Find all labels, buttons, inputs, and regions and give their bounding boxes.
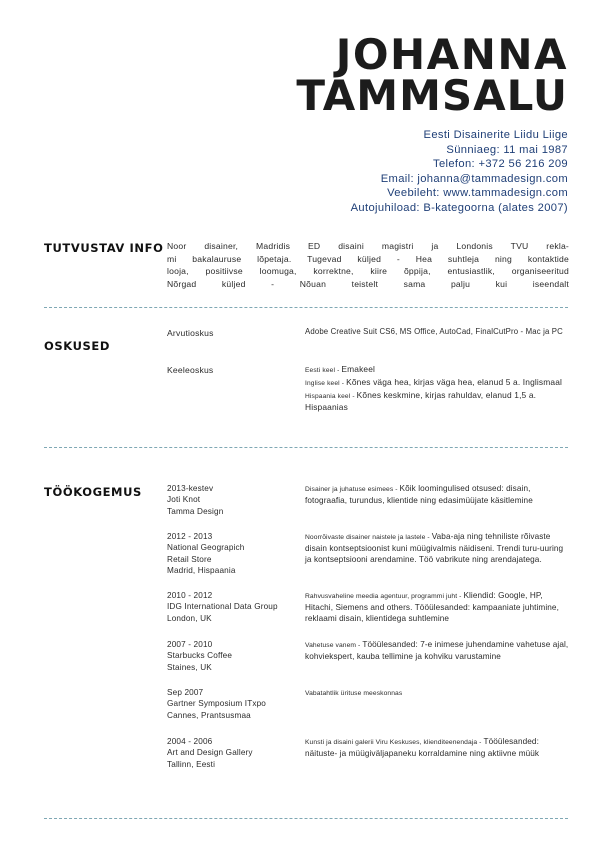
- language-spanish-value: Kõnes keskmine, kirjas rahuldav, elanud 1,5 a. Hispaanias: [305, 389, 537, 413]
- divider-after-intro: [44, 307, 568, 308]
- skill-value-computer: Adobe Creative Suit CS6, MS Office, AutoCad, FinalCutPro - Mac ja PC: [305, 327, 563, 336]
- job-role: Art and Design Gallery: [167, 748, 253, 758]
- job-description: [305, 590, 569, 625]
- job-detail: Kõik loomingulised otsused: disain, fotograafia, turundus, klientide ning edasimüüjate käsitlemine: [305, 484, 533, 506]
- job-dates: 2012 - 2013: [167, 532, 213, 541]
- skill-value-languages: [305, 364, 569, 414]
- contact-membership: Eesti Disainerite Liidu Liige: [423, 129, 568, 141]
- resume-header: [0, 30, 612, 216]
- job-company: Tamma Design: [167, 506, 224, 516]
- job-company: Tallinn, Eesti: [167, 759, 216, 769]
- intro-line-1: Noor disainer, Madridis ED disaini magistri ja Londonis TVU rekla-: [167, 241, 569, 251]
- intro-line-2: mi bakalauruse lõpetaja. Tugevad küljed - Hea suhtleja ning kontaktide: [167, 253, 569, 264]
- job-location: Madrid, Hispaania: [167, 565, 236, 575]
- job-lead: Kunsti ja disaini galerii Viru Keskuses, klienditeenendaja -: [305, 739, 484, 746]
- contact-phone: Telefon: +372 56 216 209: [433, 158, 568, 171]
- contact-website: Veebileht: www.tammadesign.com: [387, 187, 568, 200]
- language-english-label: Inglise keel -: [305, 379, 347, 387]
- language-estonian: [305, 364, 569, 377]
- language-estonian-label: Eesti keel -: [305, 367, 342, 374]
- job-description: [305, 687, 569, 699]
- contact-block: [0, 128, 568, 216]
- language-english-value: Kõnes väga hea, kirjas väga hea, elanud 5 a. Inglismaal: [346, 376, 563, 387]
- job-description: [305, 639, 569, 662]
- skill-label-computer: Arvutioskus: [167, 328, 214, 338]
- last-name: TAMMSALU: [296, 71, 568, 120]
- intro-line-4: Nõrgad küljed - Nõuan teistelt sama palju kui iseendalt: [167, 278, 569, 289]
- job-lead: Disainer ja juhatuse esimees -: [305, 486, 400, 493]
- contact-email: Email: johanna@tammadesign.com: [380, 172, 568, 185]
- section-title-experience: TÖÖKOGEMUS: [44, 485, 142, 499]
- job-meta: [167, 687, 295, 721]
- job-company: Retail Store: [167, 554, 212, 564]
- job-description: [305, 483, 569, 506]
- job-role: Gartner Symposium ITxpo: [167, 699, 267, 709]
- divider-footer: [44, 818, 568, 819]
- contact-birthdate: Sünniaeg: 11 mai 1987: [446, 143, 568, 156]
- job-lead: Vahetuse vanem -: [305, 642, 363, 649]
- skill-label-languages: Keeleoskus: [167, 365, 214, 375]
- intro-paragraph: [167, 240, 569, 290]
- job-meta: [167, 531, 295, 576]
- job-role: IDG International Data Group: [167, 602, 278, 612]
- job-meta: [167, 736, 295, 770]
- intro-line-3: looja, positiivse loomuga, korrektne, kiire õppija, entusiastlik, organiseeritud: [167, 266, 569, 277]
- divider-after-skills: [44, 447, 568, 448]
- first-name: JOHANNA: [335, 30, 568, 79]
- language-spanish: [305, 390, 569, 415]
- job-meta: [167, 590, 295, 624]
- job-meta: [167, 483, 295, 517]
- language-estonian-value: Emakeel: [341, 364, 376, 374]
- language-spanish-label: Hispaania keel -: [305, 392, 357, 400]
- job-detail: Vaba-aja ning tehniliste rõivaste disain kontseptsioonist kuni müügivalmis näidiseni. Trendi turu-uuring ja kontseptsiooni arendamine. Töö vabrikute ning arendajatega.: [305, 532, 564, 565]
- job-lead: Noorrõivaste disainer naistele ja lastele -: [305, 534, 432, 541]
- job-company: Staines, UK: [167, 662, 212, 672]
- language-english: [305, 377, 569, 390]
- job-role: National Geograpich: [167, 543, 245, 553]
- job-detail: Kliendid: Google, HP, Hitachi, Siemens and others. Tööülesanded: kampaaniate juhtimine, reklaami disain, klientidega suhtlemine: [305, 591, 559, 624]
- job-description: [305, 736, 569, 759]
- job-detail: Tööülesanded: näituste- ja müügiväljapaneku korraldamine ning aktiivne müük: [305, 737, 540, 759]
- job-dates: 2010 - 2012: [167, 591, 213, 600]
- job-dates: 2013-kestev: [167, 484, 214, 493]
- contact-license: Autojuhiload: B-kategoorna (alates 2007): [350, 201, 568, 214]
- job-description: [305, 531, 569, 566]
- job-lead: Rahvusvaheline meedia agentuur, programmi juht -: [305, 593, 464, 600]
- job-meta: [167, 639, 295, 673]
- job-role: Starbucks Coffee: [167, 651, 233, 661]
- job-dates: 2004 - 2006: [167, 737, 213, 746]
- job-detail: Tööülesanded: 7-e inimese juhendamine vahetuse ajal, kohviekspert, kauba tellimine ja kohviku varustamine: [305, 640, 569, 662]
- job-role: Joti Knot: [167, 495, 201, 505]
- job-company: London, UK: [167, 613, 212, 623]
- job-dates: 2007 - 2010: [167, 640, 213, 649]
- section-title-skills: OSKUSED: [44, 339, 110, 353]
- section-title-intro: TUTVUSTAV INFO: [44, 241, 164, 255]
- job-company: Cannes, Prantsusmaa: [167, 710, 251, 720]
- job-lead: Vabatahtlik ürituse meeskonnas: [305, 690, 403, 697]
- job-dates: Sep 2007: [167, 688, 204, 697]
